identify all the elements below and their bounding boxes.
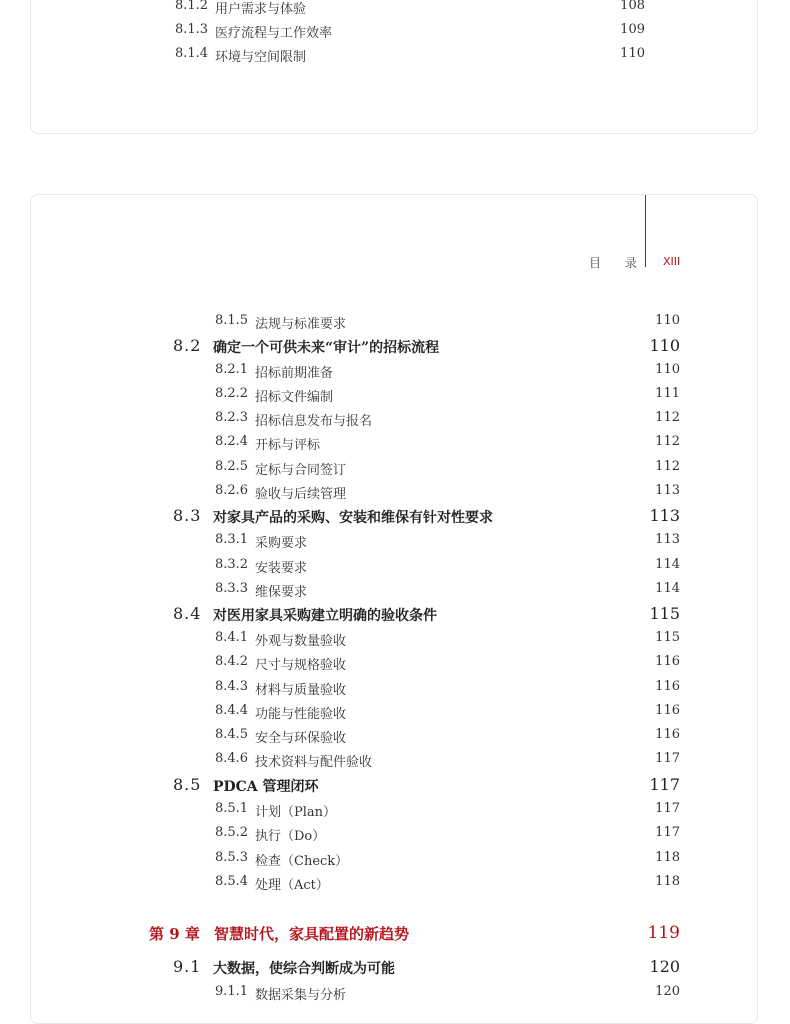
entry-number: 8.2: [173, 336, 202, 355]
toc-entry[interactable]: [215, 581, 680, 599]
entry-page: 108: [620, 0, 645, 13]
toc-entry[interactable]: [215, 825, 680, 843]
entry-page: 113: [655, 483, 680, 498]
toc-entry[interactable]: [215, 386, 680, 404]
entry-page: 117: [655, 825, 680, 840]
entry-page: 109: [620, 22, 645, 37]
entry-number: 8.4: [173, 604, 202, 623]
entry-number: 8.3: [173, 506, 202, 525]
page-number-roman: XIII: [663, 255, 681, 268]
toc-section-entry[interactable]: [173, 336, 680, 358]
toc-chapter-entry[interactable]: [149, 923, 680, 945]
toc-entry[interactable]: [175, 46, 645, 64]
entry-title: 医疗流程与工作效率: [215, 26, 333, 41]
entry-title: 采购要求: [255, 536, 308, 551]
entry-number: 8.1.5: [215, 313, 249, 328]
entry-number: 8.4.4: [215, 703, 249, 718]
entry-title: 尺寸与规格验收: [255, 658, 347, 673]
entry-title: 功能与性能验收: [255, 707, 347, 722]
entry-page: 116: [655, 679, 680, 694]
entry-page: 113: [649, 506, 680, 525]
entry-title: 维保要求: [255, 585, 308, 600]
toc-section-entry[interactable]: [173, 775, 680, 797]
toc-entry[interactable]: [215, 654, 680, 672]
entry-number: 8.4.5: [215, 727, 249, 742]
entry-number: 8.2.6: [215, 483, 249, 498]
entry-number: 8.2.1: [215, 362, 249, 377]
entry-page: 116: [655, 654, 680, 669]
entry-page: 111: [655, 386, 680, 401]
entry-number: 8.4.2: [215, 654, 249, 669]
entry-title: 法规与标准要求: [255, 317, 347, 332]
entry-page: 115: [649, 604, 680, 623]
toc-section-entry[interactable]: [173, 506, 680, 528]
entry-title: 计划（Plan）: [255, 805, 337, 820]
entry-title: PDCA 管理闭环: [213, 779, 319, 795]
toc-entry[interactable]: [215, 532, 680, 550]
entry-title: 处理（Act）: [255, 878, 329, 893]
entry-title: 验收与后续管理: [255, 487, 347, 502]
toc-section-entry[interactable]: [173, 957, 680, 979]
entry-page: 120: [649, 957, 680, 976]
entry-page: 112: [655, 434, 680, 449]
toc-entry[interactable]: [215, 557, 680, 575]
entry-page: 117: [655, 801, 680, 816]
entry-title: 招标信息发布与报名: [255, 414, 373, 429]
entry-title: 定标与合同签订: [255, 463, 347, 478]
entry-page: 116: [655, 727, 680, 742]
entry-page: 114: [655, 581, 680, 596]
toc-entry[interactable]: [215, 313, 680, 331]
entry-title: 大数据，使综合判断成为可能: [213, 961, 395, 977]
toc-entry[interactable]: [215, 434, 680, 452]
entry-number: 8.3.1: [215, 532, 249, 547]
entry-title: 执行（Do）: [255, 829, 326, 844]
toc-entry[interactable]: [215, 874, 680, 892]
entry-number: 8.5.2: [215, 825, 249, 840]
running-head: 目 录: [589, 256, 647, 270]
chapter-page: 119: [647, 923, 680, 943]
toc-entry[interactable]: [215, 483, 680, 501]
entry-page: 118: [655, 874, 680, 889]
chapter-title: 智慧时代，家具配置的新趋势: [214, 925, 410, 943]
entry-page: 117: [649, 775, 680, 794]
entry-number: 9.1: [173, 957, 202, 976]
entry-number: 8.1.3: [175, 22, 209, 37]
entry-title: 招标前期准备: [255, 366, 334, 381]
entry-number: 8.5.4: [215, 874, 249, 889]
toc-entry[interactable]: [215, 751, 680, 769]
toc-entry[interactable]: [215, 727, 680, 745]
entry-title: 开标与评标: [255, 438, 321, 453]
toc-entry[interactable]: [215, 679, 680, 697]
entry-title: 确定一个可供未来“审计”的招标流程: [213, 340, 440, 356]
entry-title: 环境与空间限制: [215, 50, 307, 65]
entry-number: 8.2.3: [215, 410, 249, 425]
toc-entry[interactable]: [175, 0, 645, 16]
entry-number: 8.2.2: [215, 386, 249, 401]
entry-number: 8.3.2: [215, 557, 249, 572]
entry-title: 安装要求: [255, 561, 308, 576]
entry-number: 8.2.5: [215, 459, 249, 474]
entry-number: 8.1.4: [175, 46, 209, 61]
entry-title: 检查（Check）: [255, 854, 349, 869]
entry-title: 用户需求与体验: [215, 2, 307, 17]
entry-page: 118: [655, 850, 680, 865]
entry-number: 8.3.3: [215, 581, 249, 596]
entry-number: 8.5: [173, 775, 202, 794]
toc-section-entry[interactable]: [173, 604, 680, 626]
entry-title: 招标文件编制: [255, 390, 334, 405]
entry-page: 113: [655, 532, 680, 547]
entry-title: 材料与质量验收: [255, 683, 347, 698]
entry-page: 117: [655, 751, 680, 766]
entry-number: 8.5.1: [215, 801, 249, 816]
entry-page: 110: [655, 362, 680, 377]
entry-number: 8.4.1: [215, 630, 249, 645]
entry-number: 8.5.3: [215, 850, 249, 865]
entry-page: 114: [655, 557, 680, 572]
entry-title: 对医用家具采购建立明确的验收条件: [213, 608, 437, 624]
entry-page: 110: [655, 313, 680, 328]
toc-entry[interactable]: [215, 801, 680, 819]
entry-title: 数据采集与分析: [255, 988, 347, 1003]
toc-entry[interactable]: [215, 459, 680, 477]
chapter-number: 第 9 章: [149, 925, 200, 943]
toc-entry[interactable]: [215, 630, 680, 648]
entry-page: 115: [655, 630, 680, 645]
entry-page: 110: [649, 336, 680, 355]
toc-entry[interactable]: [215, 410, 680, 428]
entry-page: 116: [655, 703, 680, 718]
previous-page-fragment: [30, 0, 758, 134]
entry-number: 8.2.4: [215, 434, 249, 449]
entry-page: 112: [655, 459, 680, 474]
entry-title: 外观与数量验收: [255, 634, 347, 649]
entry-page: 112: [655, 410, 680, 425]
toc-page: [30, 194, 758, 1024]
entry-page: 110: [620, 46, 645, 61]
entry-page: 120: [655, 984, 680, 999]
toc-entry[interactable]: [215, 703, 680, 721]
entry-number: 8.4.3: [215, 679, 249, 694]
toc-entry[interactable]: [215, 362, 680, 380]
entry-number: 9.1.1: [215, 984, 249, 999]
toc-entry[interactable]: [215, 984, 680, 1002]
toc-entry[interactable]: [175, 22, 645, 40]
entry-title: 技术资料与配件验收: [255, 755, 373, 770]
entry-title: 对家具产品的采购、安装和维保有针对性要求: [213, 510, 493, 526]
entry-title: 安全与环保验收: [255, 731, 347, 746]
entry-number: 8.4.6: [215, 751, 249, 766]
toc-entry[interactable]: [215, 850, 680, 868]
entry-number: 8.1.2: [175, 0, 209, 13]
